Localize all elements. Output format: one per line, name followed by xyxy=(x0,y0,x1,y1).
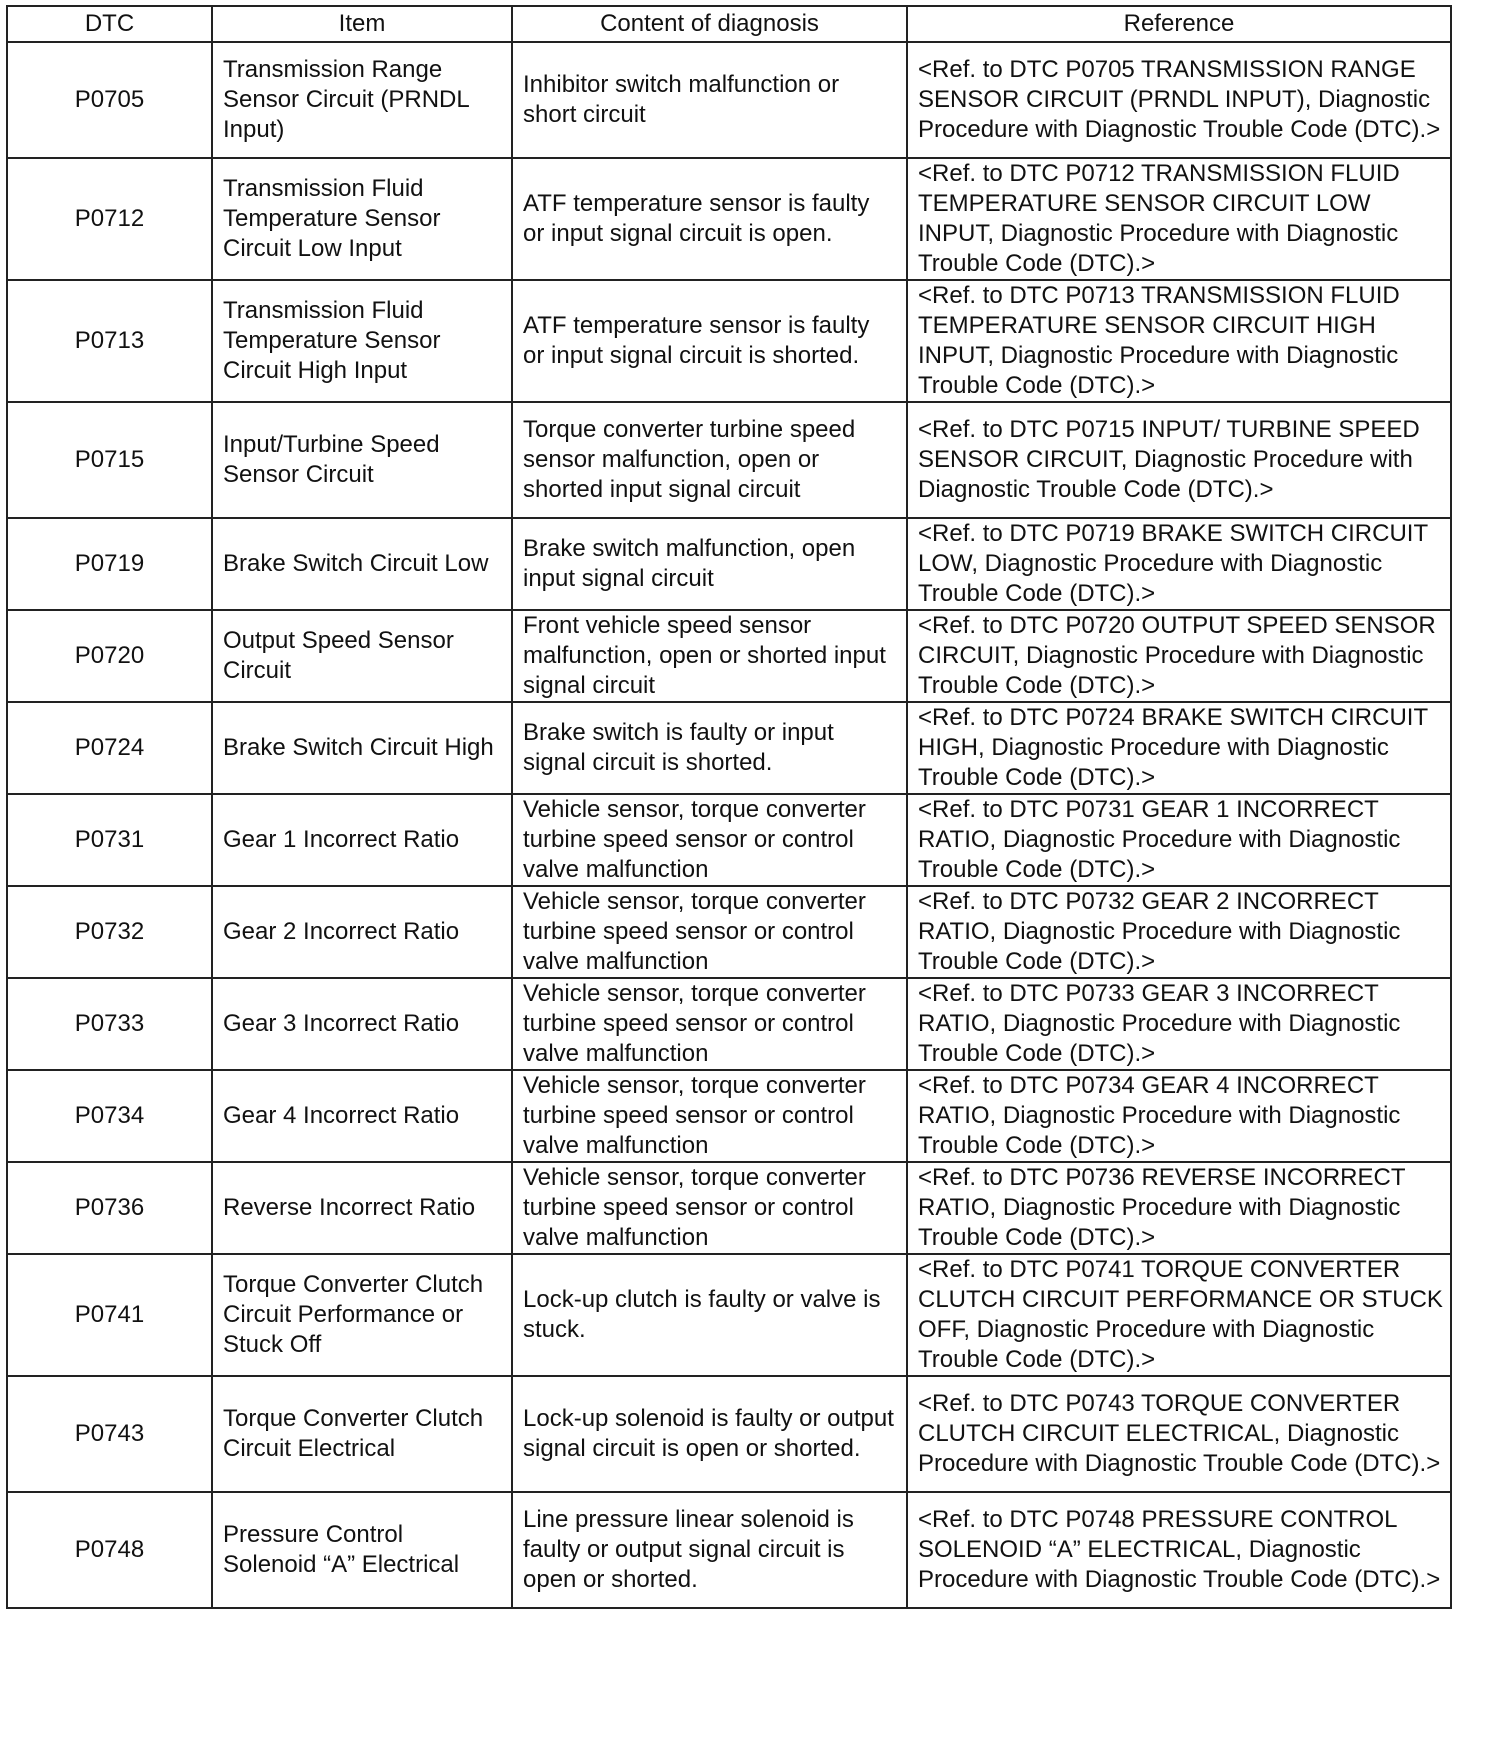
reference-text: <Ref. to DTC P0748 PRESSURE CONTROL SOLENOID “A” ELECTRICAL, Diagnostic Procedure with Diagnostic Trouble Code (DTC).> xyxy=(907,1492,1451,1608)
diagnosis-content: Line pressure linear solenoid is faulty or output signal circuit is open or shorted. xyxy=(512,1492,907,1608)
dtc-code: P0719 xyxy=(7,518,212,610)
table-row xyxy=(7,978,1451,1070)
header-content: Content of diagnosis xyxy=(512,6,907,42)
table-body xyxy=(7,42,1451,1608)
header-reference: Reference xyxy=(907,6,1451,42)
diagnosis-content: Lock-up clutch is faulty or valve is stuck. xyxy=(512,1254,907,1376)
reference-text: <Ref. to DTC P0736 REVERSE INCORRECT RATIO, Diagnostic Procedure with Diagnostic Trouble Code (DTC).> xyxy=(907,1162,1451,1254)
table-row xyxy=(7,402,1451,518)
diagnosis-content: Front vehicle speed sensor malfunction, open or shorted input signal circuit xyxy=(512,610,907,702)
dtc-code: P0720 xyxy=(7,610,212,702)
table-row xyxy=(7,280,1451,402)
dtc-code: P0733 xyxy=(7,978,212,1070)
item-name: Reverse Incorrect Ratio xyxy=(212,1162,512,1254)
dtc-code: P0724 xyxy=(7,702,212,794)
item-name: Input/Turbine Speed Sensor Circuit xyxy=(212,402,512,518)
reference-text: <Ref. to DTC P0743 TORQUE CONVERTER CLUTCH CIRCUIT ELECTRICAL, Diagnostic Procedure with Diagnostic Trouble Code (DTC).> xyxy=(907,1376,1451,1492)
dtc-table xyxy=(6,5,1452,1609)
table-row xyxy=(7,518,1451,610)
header-item: Item xyxy=(212,6,512,42)
table-row xyxy=(7,1376,1451,1492)
dtc-code: P0743 xyxy=(7,1376,212,1492)
reference-text: <Ref. to DTC P0705 TRANSMISSION RANGE SENSOR CIRCUIT (PRNDL INPUT), Diagnostic Procedure with Diagnostic Trouble Code (DTC).> xyxy=(907,42,1451,158)
item-name: Transmission Range Sensor Circuit (PRNDL Input) xyxy=(212,42,512,158)
diagnosis-content: Vehicle sensor, torque converter turbine speed sensor or control valve malfunction xyxy=(512,1162,907,1254)
reference-text: <Ref. to DTC P0719 BRAKE SWITCH CIRCUIT LOW, Diagnostic Procedure with Diagnostic Trouble Code (DTC).> xyxy=(907,518,1451,610)
diagnosis-content: ATF temperature sensor is faulty or input signal circuit is open. xyxy=(512,158,907,280)
item-name: Pressure Control Solenoid “A” Electrical xyxy=(212,1492,512,1608)
dtc-code: P0732 xyxy=(7,886,212,978)
diagnosis-content: Torque converter turbine speed sensor malfunction, open or shorted input signal circuit xyxy=(512,402,907,518)
diagnosis-content: Vehicle sensor, torque converter turbine speed sensor or control valve malfunction xyxy=(512,794,907,886)
reference-text: <Ref. to DTC P0741 TORQUE CONVERTER CLUTCH CIRCUIT PERFORMANCE OR STUCK OFF, Diagnostic Procedure with Diagnostic Trouble Code (DTC).> xyxy=(907,1254,1451,1376)
diagnosis-content: ATF temperature sensor is faulty or input signal circuit is shorted. xyxy=(512,280,907,402)
item-name: Torque Converter Clutch Circuit Performance or Stuck Off xyxy=(212,1254,512,1376)
item-name: Brake Switch Circuit Low xyxy=(212,518,512,610)
item-name: Torque Converter Clutch Circuit Electrical xyxy=(212,1376,512,1492)
diagnosis-content: Brake switch is faulty or input signal circuit is shorted. xyxy=(512,702,907,794)
item-name: Gear 4 Incorrect Ratio xyxy=(212,1070,512,1162)
item-name: Gear 1 Incorrect Ratio xyxy=(212,794,512,886)
reference-text: <Ref. to DTC P0720 OUTPUT SPEED SENSOR CIRCUIT, Diagnostic Procedure with Diagnostic Trouble Code (DTC).> xyxy=(907,610,1451,702)
table-row xyxy=(7,610,1451,702)
table-row xyxy=(7,158,1451,280)
table-row xyxy=(7,886,1451,978)
dtc-code: P0734 xyxy=(7,1070,212,1162)
table-row xyxy=(7,702,1451,794)
table-header-row xyxy=(7,6,1451,42)
reference-text: <Ref. to DTC P0724 BRAKE SWITCH CIRCUIT HIGH, Diagnostic Procedure with Diagnostic Trouble Code (DTC).> xyxy=(907,702,1451,794)
table-row xyxy=(7,1162,1451,1254)
table-row xyxy=(7,42,1451,158)
table-row xyxy=(7,1070,1451,1162)
item-name: Gear 2 Incorrect Ratio xyxy=(212,886,512,978)
reference-text: <Ref. to DTC P0715 INPUT/ TURBINE SPEED SENSOR CIRCUIT, Diagnostic Procedure with Diagnostic Trouble Code (DTC).> xyxy=(907,402,1451,518)
table-row xyxy=(7,1492,1451,1608)
reference-text: <Ref. to DTC P0734 GEAR 4 INCORRECT RATIO, Diagnostic Procedure with Diagnostic Trouble Code (DTC).> xyxy=(907,1070,1451,1162)
item-name: Transmission Fluid Temperature Sensor Circuit Low Input xyxy=(212,158,512,280)
item-name: Brake Switch Circuit High xyxy=(212,702,512,794)
dtc-code: P0712 xyxy=(7,158,212,280)
dtc-code: P0715 xyxy=(7,402,212,518)
diagnosis-content: Vehicle sensor, torque converter turbine speed sensor or control valve malfunction xyxy=(512,978,907,1070)
dtc-code: P0731 xyxy=(7,794,212,886)
item-name: Transmission Fluid Temperature Sensor Circuit High Input xyxy=(212,280,512,402)
reference-text: <Ref. to DTC P0732 GEAR 2 INCORRECT RATIO, Diagnostic Procedure with Diagnostic Trouble Code (DTC).> xyxy=(907,886,1451,978)
header-dtc: DTC xyxy=(7,6,212,42)
diagnosis-content: Brake switch malfunction, open input signal circuit xyxy=(512,518,907,610)
dtc-code: P0705 xyxy=(7,42,212,158)
diagnosis-content: Vehicle sensor, torque converter turbine speed sensor or control valve malfunction xyxy=(512,1070,907,1162)
diagnosis-content: Lock-up solenoid is faulty or output signal circuit is open or shorted. xyxy=(512,1376,907,1492)
dtc-code: P0741 xyxy=(7,1254,212,1376)
table-row xyxy=(7,794,1451,886)
table-row xyxy=(7,1254,1451,1376)
dtc-code: P0736 xyxy=(7,1162,212,1254)
reference-text: <Ref. to DTC P0713 TRANSMISSION FLUID TEMPERATURE SENSOR CIRCUIT HIGH INPUT, Diagnostic Procedure with Diagnostic Trouble Code (DTC).> xyxy=(907,280,1451,402)
dtc-code: P0713 xyxy=(7,280,212,402)
item-name: Output Speed Sensor Circuit xyxy=(212,610,512,702)
reference-text: <Ref. to DTC P0731 GEAR 1 INCORRECT RATIO, Diagnostic Procedure with Diagnostic Trouble Code (DTC).> xyxy=(907,794,1451,886)
dtc-code: P0748 xyxy=(7,1492,212,1608)
reference-text: <Ref. to DTC P0712 TRANSMISSION FLUID TEMPERATURE SENSOR CIRCUIT LOW INPUT, Diagnostic Procedure with Diagnostic Trouble Code (DTC).> xyxy=(907,158,1451,280)
reference-text: <Ref. to DTC P0733 GEAR 3 INCORRECT RATIO, Diagnostic Procedure with Diagnostic Trouble Code (DTC).> xyxy=(907,978,1451,1070)
diagnosis-content: Inhibitor switch malfunction or short circuit xyxy=(512,42,907,158)
item-name: Gear 3 Incorrect Ratio xyxy=(212,978,512,1070)
diagnosis-content: Vehicle sensor, torque converter turbine speed sensor or control valve malfunction xyxy=(512,886,907,978)
